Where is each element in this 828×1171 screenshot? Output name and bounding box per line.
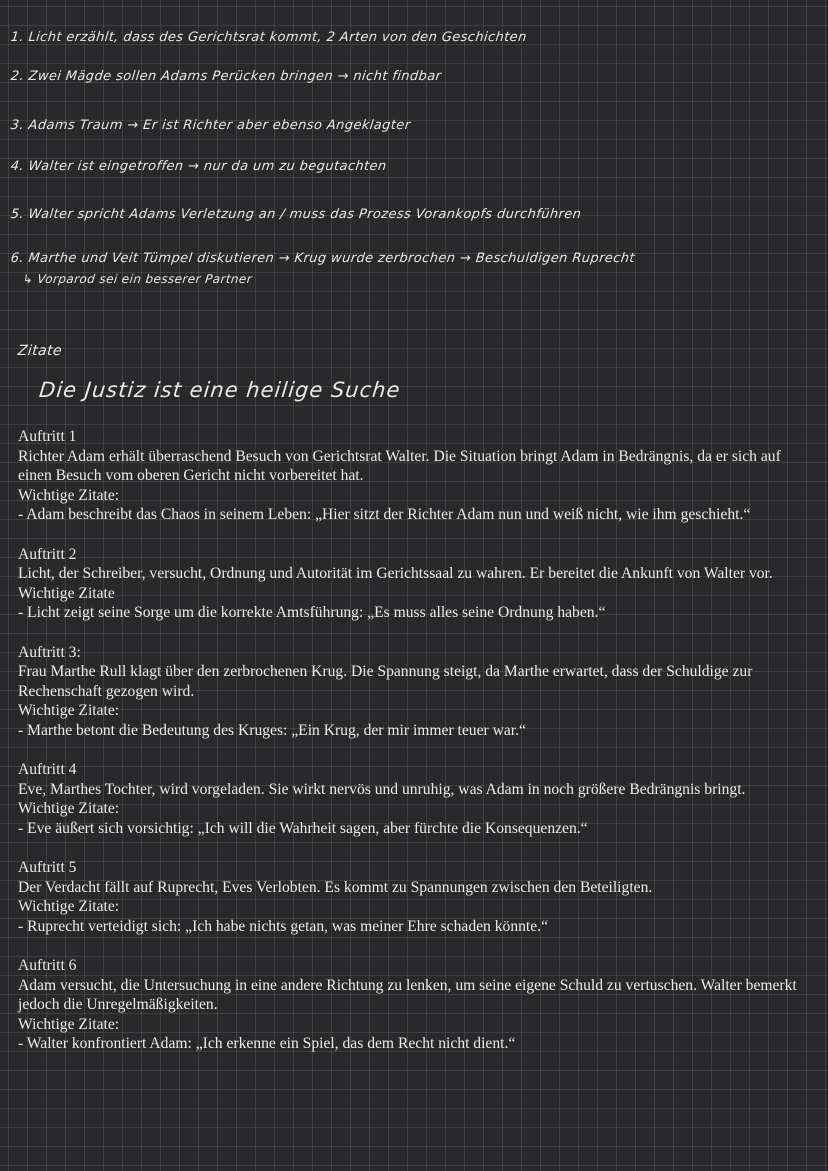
scene-title: Auftritt 1 [18,428,77,445]
handwritten-zitate-label: Zitate [17,343,63,359]
handwritten-line-4: 4. Walter ist eingetroffen → nur da um zu begutachten [10,159,388,174]
handwritten-line-6: 6. Marthe und Veit Tümpel diskutieren → Krug wurde zerbrochen → Beschuldigen Ruprecht [10,251,636,266]
handwritten-quote: Die Justiz ist eine heilige Suche [38,378,402,402]
scene-quote: - Walter konfrontiert Adam: „Ich erkenne ein Spiel, das dem Recht nicht dient.“ [18,1035,516,1052]
typed-notes [18,427,808,1074]
scene-section-2 [18,545,808,623]
scene-summary: Licht, der Schreiber, versucht, Ordnung und Autorität im Gerichtssaal zu wahren. Er bereitet die Ankunft von Walter vor. [18,565,773,582]
scene-quotes-label: Wichtige Zitate: [18,486,120,504]
scene-quotes-label: Wichtige Zitate: [18,800,120,817]
scene-section-3 [18,643,808,741]
scene-summary: Adam versucht, die Untersuchung in eine andere Richtung zu lenken, um seine eigene Schuld zu vertuschen. Walter bemerkt jedoch die Unregelmäßigkeiten. [18,976,797,1013]
handwritten-line-7: ↳ Vorparod sei ein besserer Partner [22,272,253,286]
handwritten-line-2: 2. Zwei Mägde sollen Adams Perücken bringen → nicht findbar [10,69,443,84]
scene-quotes-label: Wichtige Zitate: [18,702,120,719]
scene-section-6 [18,956,808,1054]
scene-quote: - Marthe betont die Bedeutung des Kruges: „Ein Krug, der mir immer teuer war.“ [18,721,526,739]
scene-section-4 [18,760,808,838]
scene-title: Auftritt 5 [18,859,77,876]
handwritten-line-5: 5. Walter spricht Adams Verletzung an / muss das Prozess Vorankopfs durchführen [10,207,583,222]
scene-quote: - Licht zeigt seine Sorge um die korrekte Amtsführung: „Es muss alles seine Ordnung haben.“ [18,604,606,621]
scene-quotes-label: Wichtige Zitate: [18,898,120,915]
scene-quotes-label: Wichtige Zitate [18,584,115,602]
scene-summary: Frau Marthe Rull klagt über den zerbrochenen Krug. Die Spannung steigt, da Marthe erwartet, dass der Schuldige zur Rechenschaft gezogen wird. [18,663,753,700]
handwritten-line-1: 1. Licht erzählt, dass des Gerichtsrat kommt, 2 Arten von den Geschichten [10,30,528,45]
scene-quotes-label: Wichtige Zitate: [18,1015,120,1033]
scene-summary: Richter Adam erhält überraschend Besuch von Gerichtsrat Walter. Die Situation bringt Adam in Bedrängnis, da er sich auf einen Besuch vom oberen Gericht nicht vorbereitet hat. [18,447,781,484]
scene-quote: - Eve äußert sich vorsichtig: „Ich will die Wahrheit sagen, aber fürchte die Konsequenzen.“ [18,819,588,837]
scene-quote: - Adam beschreibt das Chaos in seinem Leben: „Hier sitzt der Richter Adam nun und weiß nicht, wie ihm geschieht.“ [18,506,751,523]
scene-section-1 [18,427,808,525]
scene-title: Auftritt 6 [18,957,77,974]
handwritten-line-3: 3. Adams Traum → Er ist Richter aber ebenso Angeklagter [10,118,412,133]
scene-title: Auftritt 2 [18,545,77,563]
scene-summary: Eve, Marthes Tochter, wird vorgeladen. Sie wirkt nervös und unruhig, was Adam in noch größere Bedrängnis bringt. [18,780,746,798]
scene-summary: Der Verdacht fällt auf Ruprecht, Eves Verlobten. Es kommt zu Spannungen zwischen den Beteiligten. [18,878,653,896]
scene-section-5 [18,858,808,936]
scene-title: Auftritt 4 [18,761,77,778]
scene-title: Auftritt 3: [18,643,81,661]
scene-quote: - Ruprecht verteidigt sich: „Ich habe nichts getan, was meiner Ehre schaden könnte.“ [18,917,548,935]
